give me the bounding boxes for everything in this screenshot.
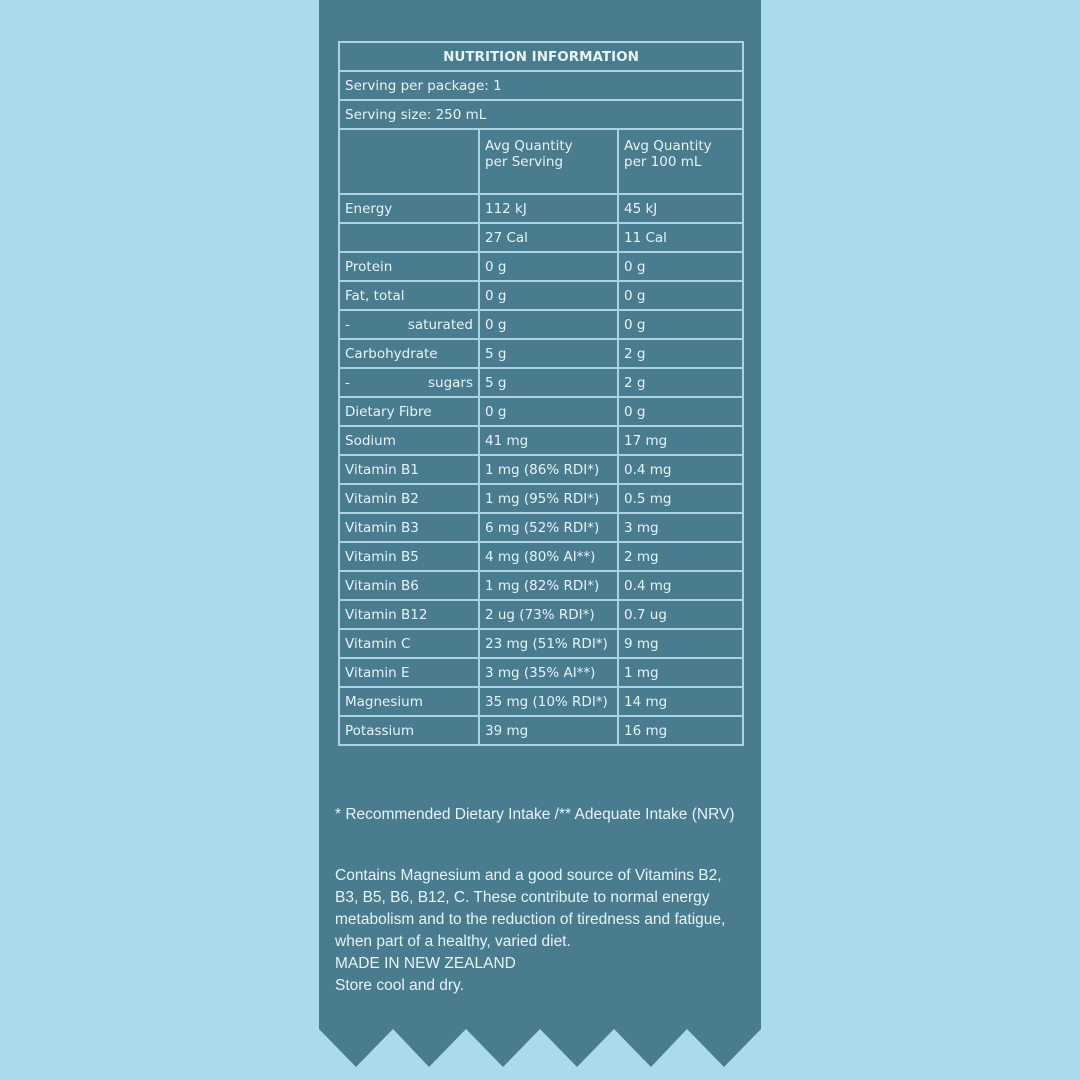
nutrition-table — [338, 41, 744, 746]
header-per-100ml — [618, 129, 743, 194]
nutrient-name: Vitamin C — [339, 629, 479, 658]
nutrient-name: Protein — [339, 252, 479, 281]
header-per-100ml-line1: Avg Quantity — [624, 138, 712, 154]
sub-nutrient-name: sugars — [427, 374, 473, 391]
table-row — [339, 629, 743, 658]
product-description: Contains Magnesium and a good source of Vitamins B2, B3, B5, B6, B12, C. These contribute to normal energy metabolism and to the reduction of tiredness and fatigue, when part of a healthy, varied diet. — [335, 867, 726, 950]
nutrient-name — [339, 310, 479, 339]
per-100ml-value: 0 g — [618, 252, 743, 281]
header-per-serving-line1: Avg Quantity — [485, 138, 573, 154]
serving-size-row — [339, 100, 743, 129]
nutrient-name: Vitamin B6 — [339, 571, 479, 600]
per-100ml-value: 16 mg — [618, 716, 743, 745]
nutrient-name — [339, 223, 479, 252]
per-serving-value: 0 g — [479, 252, 618, 281]
table-row — [339, 716, 743, 745]
table-row — [339, 223, 743, 252]
per-serving-value: 0 g — [479, 281, 618, 310]
column-header-row — [339, 129, 743, 194]
table-row — [339, 484, 743, 513]
per-100ml-value: 2 g — [618, 339, 743, 368]
per-100ml-value: 0.5 mg — [618, 484, 743, 513]
table-row — [339, 571, 743, 600]
table-row — [339, 252, 743, 281]
per-serving-value: 0 g — [479, 310, 618, 339]
nutrient-name: Fat, total — [339, 281, 479, 310]
per-serving-value: 41 mg — [479, 426, 618, 455]
nutrient-name: Vitamin B5 — [339, 542, 479, 571]
per-serving-value: 5 g — [479, 339, 618, 368]
serving-package-row — [339, 71, 743, 100]
per-serving-value: 35 mg (10% RDI*) — [479, 687, 618, 716]
table-row — [339, 397, 743, 426]
nutrient-name: Vitamin B12 — [339, 600, 479, 629]
product-description-block — [335, 865, 745, 997]
per-100ml-value: 0.7 ug — [618, 600, 743, 629]
per-serving-value: 3 mg (35% AI**) — [479, 658, 618, 687]
per-100ml-value: 14 mg — [618, 687, 743, 716]
header-empty-cell — [339, 129, 479, 194]
nutrient-name: Sodium — [339, 426, 479, 455]
table-row — [339, 600, 743, 629]
nutrient-name — [339, 368, 479, 397]
table-row — [339, 339, 743, 368]
table-row — [339, 281, 743, 310]
per-100ml-value: 0 g — [618, 310, 743, 339]
title-row — [339, 42, 743, 71]
header-per-serving — [479, 129, 618, 194]
nutrient-name: Vitamin E — [339, 658, 479, 687]
nutrient-name: Potassium — [339, 716, 479, 745]
sub-nutrient-dash: - — [345, 374, 350, 391]
sub-nutrient-name: saturated — [407, 316, 473, 333]
per-serving-value: 2 ug (73% RDI*) — [479, 600, 618, 629]
per-serving-value: 4 mg (80% AI**) — [479, 542, 618, 571]
nutrient-name: Energy — [339, 194, 479, 223]
sub-nutrient-label — [345, 375, 473, 391]
serving-per-package: Serving per package: 1 — [339, 71, 743, 100]
nutrient-name: Carbohydrate — [339, 339, 479, 368]
table-row — [339, 687, 743, 716]
table-row — [339, 542, 743, 571]
per-serving-value: 112 kJ — [479, 194, 618, 223]
serving-size: Serving size: 250 mL — [339, 100, 743, 129]
per-100ml-value: 45 kJ — [618, 194, 743, 223]
per-100ml-value: 2 mg — [618, 542, 743, 571]
per-100ml-value: 3 mg — [618, 513, 743, 542]
table-row — [339, 426, 743, 455]
zigzag-edge — [319, 1025, 761, 1068]
table-row — [339, 513, 743, 542]
per-100ml-value: 9 mg — [618, 629, 743, 658]
per-serving-value: 39 mg — [479, 716, 618, 745]
per-100ml-value: 0.4 mg — [618, 455, 743, 484]
nutrient-name: Vitamin B1 — [339, 455, 479, 484]
sub-nutrient-dash: - — [345, 316, 350, 333]
per-serving-value: 6 mg (52% RDI*) — [479, 513, 618, 542]
nutrient-name: Dietary Fibre — [339, 397, 479, 426]
table-title: NUTRITION INFORMATION — [339, 42, 743, 71]
table-row — [339, 194, 743, 223]
per-serving-value: 23 mg (51% RDI*) — [479, 629, 618, 658]
nutrient-name: Magnesium — [339, 687, 479, 716]
per-100ml-value: 0 g — [618, 397, 743, 426]
per-100ml-value: 0.4 mg — [618, 571, 743, 600]
table-row — [339, 310, 743, 339]
sub-nutrient-label — [345, 317, 473, 333]
per-100ml-value: 1 mg — [618, 658, 743, 687]
per-serving-value: 0 g — [479, 397, 618, 426]
nutrient-name: Vitamin B3 — [339, 513, 479, 542]
table-row — [339, 455, 743, 484]
per-serving-value: 27 Cal — [479, 223, 618, 252]
per-100ml-value: 17 mg — [618, 426, 743, 455]
per-serving-value: 1 mg (95% RDI*) — [479, 484, 618, 513]
table-row — [339, 658, 743, 687]
table-row — [339, 368, 743, 397]
per-serving-value: 5 g — [479, 368, 618, 397]
per-serving-value: 1 mg (86% RDI*) — [479, 455, 618, 484]
origin-text: MADE IN NEW ZEALAND — [335, 955, 516, 972]
storage-text: Store cool and dry. — [335, 977, 464, 994]
per-100ml-value: 2 g — [618, 368, 743, 397]
header-per-serving-line2: per Serving — [485, 154, 564, 170]
per-serving-value: 1 mg (82% RDI*) — [479, 571, 618, 600]
rdi-footnote: * Recommended Dietary Intake /** Adequate Intake (NRV) — [335, 806, 735, 823]
header-per-100ml-line2: per 100 mL — [624, 154, 702, 170]
per-100ml-value: 0 g — [618, 281, 743, 310]
nutrient-name: Vitamin B2 — [339, 484, 479, 513]
per-100ml-value: 11 Cal — [618, 223, 743, 252]
